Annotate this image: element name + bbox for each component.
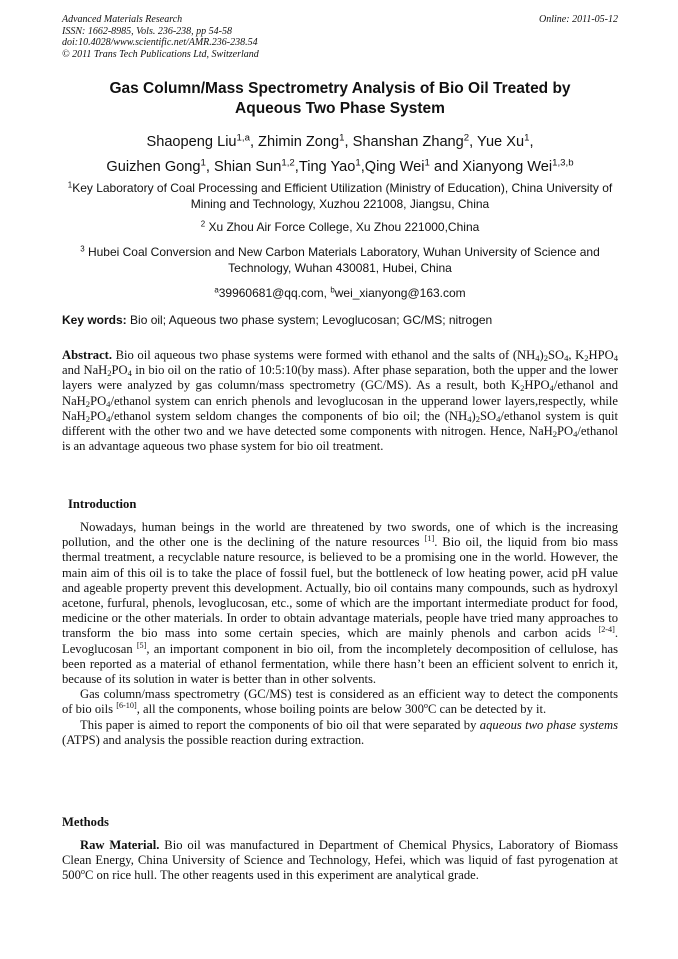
affiliation-1: [62, 180, 618, 212]
email-a[interactable]: 39960681@qq.com,: [218, 286, 327, 300]
paragraph-text: . Bio oil, the liquid from bio mass thermal treatment, a recyclable nature resource, is believed to be a promising one in the world. However, the main aim of this oil is to take the place of fossil fuel, but the bottleneck of low heating power, acid pH value and ageable property prevent this development. Actually, bio oil contains many compounds, such as hydroxyl acetone, furfural, phenols, levoglucosan, etc., some of which are the important intermediate product for food, medicine or the other materials. In order to obtain advantage materials, people have tried many approaches to transform the bio mass into some certain species, which are mainly phenols and carbon acids: [62, 535, 618, 641]
introduction-body: [62, 520, 618, 748]
subscript: 4: [564, 353, 569, 364]
paper-title: [62, 79, 618, 119]
abstract-text: and NaH: [62, 363, 108, 378]
degree-mark: o: [423, 701, 428, 711]
introduction-paragraph-3: [62, 718, 618, 748]
author-separator: ,: [205, 159, 215, 175]
author-name: Shaopeng Liu: [146, 134, 237, 150]
keywords: [62, 312, 618, 328]
author-line-2: [62, 155, 618, 180]
online-date: Online: 2011-05-12: [539, 14, 618, 25]
author-name: Qing Wei: [364, 159, 425, 175]
affiliation-text: Xu Zhou Air Force College, Xu Zhou 221000,China: [208, 220, 480, 234]
paragraph-text: , all the components, whose boiling points are below 300: [136, 702, 424, 717]
citation[interactable]: [6-10]: [116, 701, 137, 711]
author-affiliation-mark: 1,2: [281, 157, 295, 169]
subscript: 4: [496, 413, 501, 424]
subscript: 2: [85, 413, 91, 424]
subscript: 4: [535, 353, 540, 364]
author-name: Zhimin Zong: [258, 134, 340, 150]
author-separator: ,: [529, 134, 534, 150]
author-affiliation-mark: 1: [355, 157, 361, 169]
subscript: 2: [584, 353, 589, 364]
author-name: Xianyong Wei: [462, 159, 553, 175]
abstract-text: SO: [479, 408, 497, 423]
author-affiliation-mark: 1,a: [236, 132, 250, 144]
abstract-text: HPO: [588, 348, 614, 362]
affiliation-number: 3: [80, 244, 85, 254]
email-mark-b: b: [330, 285, 335, 295]
title-line-2: Aqueous Two Phase System: [235, 100, 445, 117]
affiliation-text: Hubei Coal Conversion and New Carbon Materials Laboratory, Wuhan University of Science and Technology, Wuhan 430081, Hubei, China: [87, 245, 600, 275]
methods-paragraph-raw-material: [62, 838, 618, 884]
introduction-paragraph-1: [62, 520, 618, 687]
journal-copyright: © 2011 Trans Tech Publications Ltd, Switzerland: [62, 48, 259, 60]
abstract-text: /ethanol is an advantage aqueous two phase system for bio oil treatment.: [62, 424, 618, 454]
title-line-1: Gas Column/Mass Spectrometry Analysis of Bio Oil Treated by: [109, 80, 571, 97]
journal-header: [62, 14, 618, 60]
email-b[interactable]: wei_xianyong@163.com: [334, 286, 466, 300]
subscript: 4: [613, 353, 618, 364]
subscript: 2: [107, 368, 112, 379]
subscript: 2: [520, 383, 525, 394]
author-affiliation-mark: 1,3,b: [552, 157, 574, 169]
affiliation-number: 1: [67, 180, 73, 190]
abstract-text: PO: [557, 424, 574, 439]
author-affiliation-mark: 2: [463, 132, 470, 144]
degree-mark: o: [80, 867, 85, 877]
author-name: Shanshan Zhang: [352, 134, 464, 150]
paragraph-text: , an important component in bio oil, from the incompletely decomposition of cellulose, has been reported as a material of ethanol fermentation, while there hasn’t been an efficient solvent to enrich it, because of its solution in water is better than in other solvents.: [62, 641, 618, 687]
abstract-text: PO: [111, 363, 128, 378]
keywords-text: Bio oil; Aqueous two phase system; Levoglucosan; GC/MS; nitrogen: [130, 313, 493, 327]
author-name: Ting Yao: [298, 159, 356, 175]
author-name: Guizhen Gong: [106, 159, 201, 175]
raw-material-label: Raw Material.: [80, 838, 160, 852]
author-affiliation-mark: 1: [524, 132, 530, 144]
paragraph-text: (ATPS) and analysis the possible reaction during extraction.: [62, 732, 365, 747]
contact-emails: [62, 285, 618, 301]
paragraph-text: C on rice hull. The other reagents used in this experiment are analytical grade.: [84, 868, 479, 883]
paragraph-text: Bio oil was manufactured in Department of Chemical Physics, Laboratory of Biomass Clean Energy, China University of Science and Technology, Hefei, which was liquid of fast pyrogenation at 500: [62, 838, 618, 883]
author-affiliation-mark: 1: [424, 157, 430, 169]
italic-term: aqueous two phase systems: [479, 717, 618, 732]
methods-body: [62, 838, 618, 884]
subscript: 2: [543, 353, 548, 364]
author-affiliation-mark: 1: [339, 132, 345, 144]
affiliations: [62, 180, 618, 310]
affiliation-text: Key Laboratory of Coal Processing and Efficient Utilization (Ministry of Education), China University of Mining and Technology, Xuzhou 221008, Jiangsu, China: [72, 181, 613, 211]
introduction-heading: Introduction: [68, 497, 137, 511]
introduction-paragraph-2: [62, 687, 618, 717]
abstract-label: Abstract.: [62, 348, 113, 362]
keywords-label: Key words:: [62, 313, 127, 327]
author-separator: ,: [360, 159, 365, 175]
paragraph-text: C can be detected by it.: [427, 702, 547, 717]
citation[interactable]: [1]: [424, 534, 435, 544]
abstract-text: /ethanol and NaH: [62, 378, 618, 408]
affiliation-3: [62, 244, 618, 276]
subscript: 4: [106, 398, 111, 409]
paragraph-text: Nowadays, human beings in the world are threatened by two swords, one of which is the increasing pollution, and the other one is the declining of the nature resources: [62, 520, 618, 550]
abstract-text: PO: [90, 393, 107, 408]
abstract-text: ): [539, 348, 544, 362]
subscript: 4: [549, 383, 554, 394]
author-separator: ,: [344, 134, 353, 150]
email-mark-a: a: [214, 285, 219, 295]
journal-issn: ISSN: 1662-8985, Vols. 236-238, pp 54-58: [62, 25, 232, 37]
paragraph-text: . Levoglucosan: [62, 626, 618, 656]
abstract-text: , K: [568, 348, 585, 362]
methods-heading: Methods: [62, 815, 109, 829]
affiliation-number: 2: [200, 219, 206, 229]
abstract-text: PO: [90, 408, 107, 423]
abstract-text: in bio oil on the ratio of 10:5:10(by mass). After phase separation, both the upper and the lower layers were analyzed by gas column/mass spectrometry (GC/MS). As a result, both K: [62, 363, 618, 393]
journal-doi: doi:10.4028/www.scientific.net/AMR.236-238.54: [62, 37, 258, 48]
author-list: [62, 130, 618, 180]
paragraph-text: This paper is aimed to report the components of bio oil that were separated by: [80, 717, 480, 732]
abstract: [62, 348, 618, 454]
author-name: Yue Xu: [477, 134, 525, 150]
abstract-text: ): [471, 408, 476, 423]
abstract-text: /ethanol system can enrich phenols and levoglucosan in the upperand lower layers,respectly, while NaH: [62, 393, 618, 423]
author-separator: ,: [294, 159, 299, 175]
journal-name: Advanced Materials Research: [62, 14, 183, 25]
citation[interactable]: [2-4]: [598, 625, 615, 635]
abstract-text: /ethanol system seldom changes the components of bio oil; the (NH: [110, 408, 468, 423]
paragraph-text: Gas column/mass spectrometry (GC/MS) test is considered as an efficient way to detect the components of bio oils: [62, 687, 618, 717]
subscript: 2: [552, 429, 558, 440]
abstract-text: Bio oil aqueous two phase systems were formed with ethanol and the salts of (NH: [115, 348, 536, 362]
author-separator: ,: [249, 134, 259, 150]
subscript: 2: [85, 398, 91, 409]
citation[interactable]: [5]: [136, 640, 147, 650]
subscript: 4: [127, 368, 132, 379]
author-affiliation-mark: 1: [200, 157, 206, 169]
abstract-text: HPO: [524, 378, 550, 393]
author-separator: ,: [469, 134, 478, 150]
abstract-text: SO: [547, 348, 565, 362]
subscript: 4: [467, 413, 472, 424]
abstract-text: /ethanol system is quit different with the other two and we have detected some components with nitrogen. Hence, NaH: [62, 408, 618, 439]
author-separator: and: [429, 159, 463, 175]
author-line-1: [62, 130, 618, 155]
author-name: Shian Sun: [214, 159, 282, 175]
subscript: 4: [106, 413, 111, 424]
subscript: 4: [573, 429, 578, 440]
affiliation-2: [62, 219, 618, 235]
subscript: 2: [475, 413, 480, 424]
